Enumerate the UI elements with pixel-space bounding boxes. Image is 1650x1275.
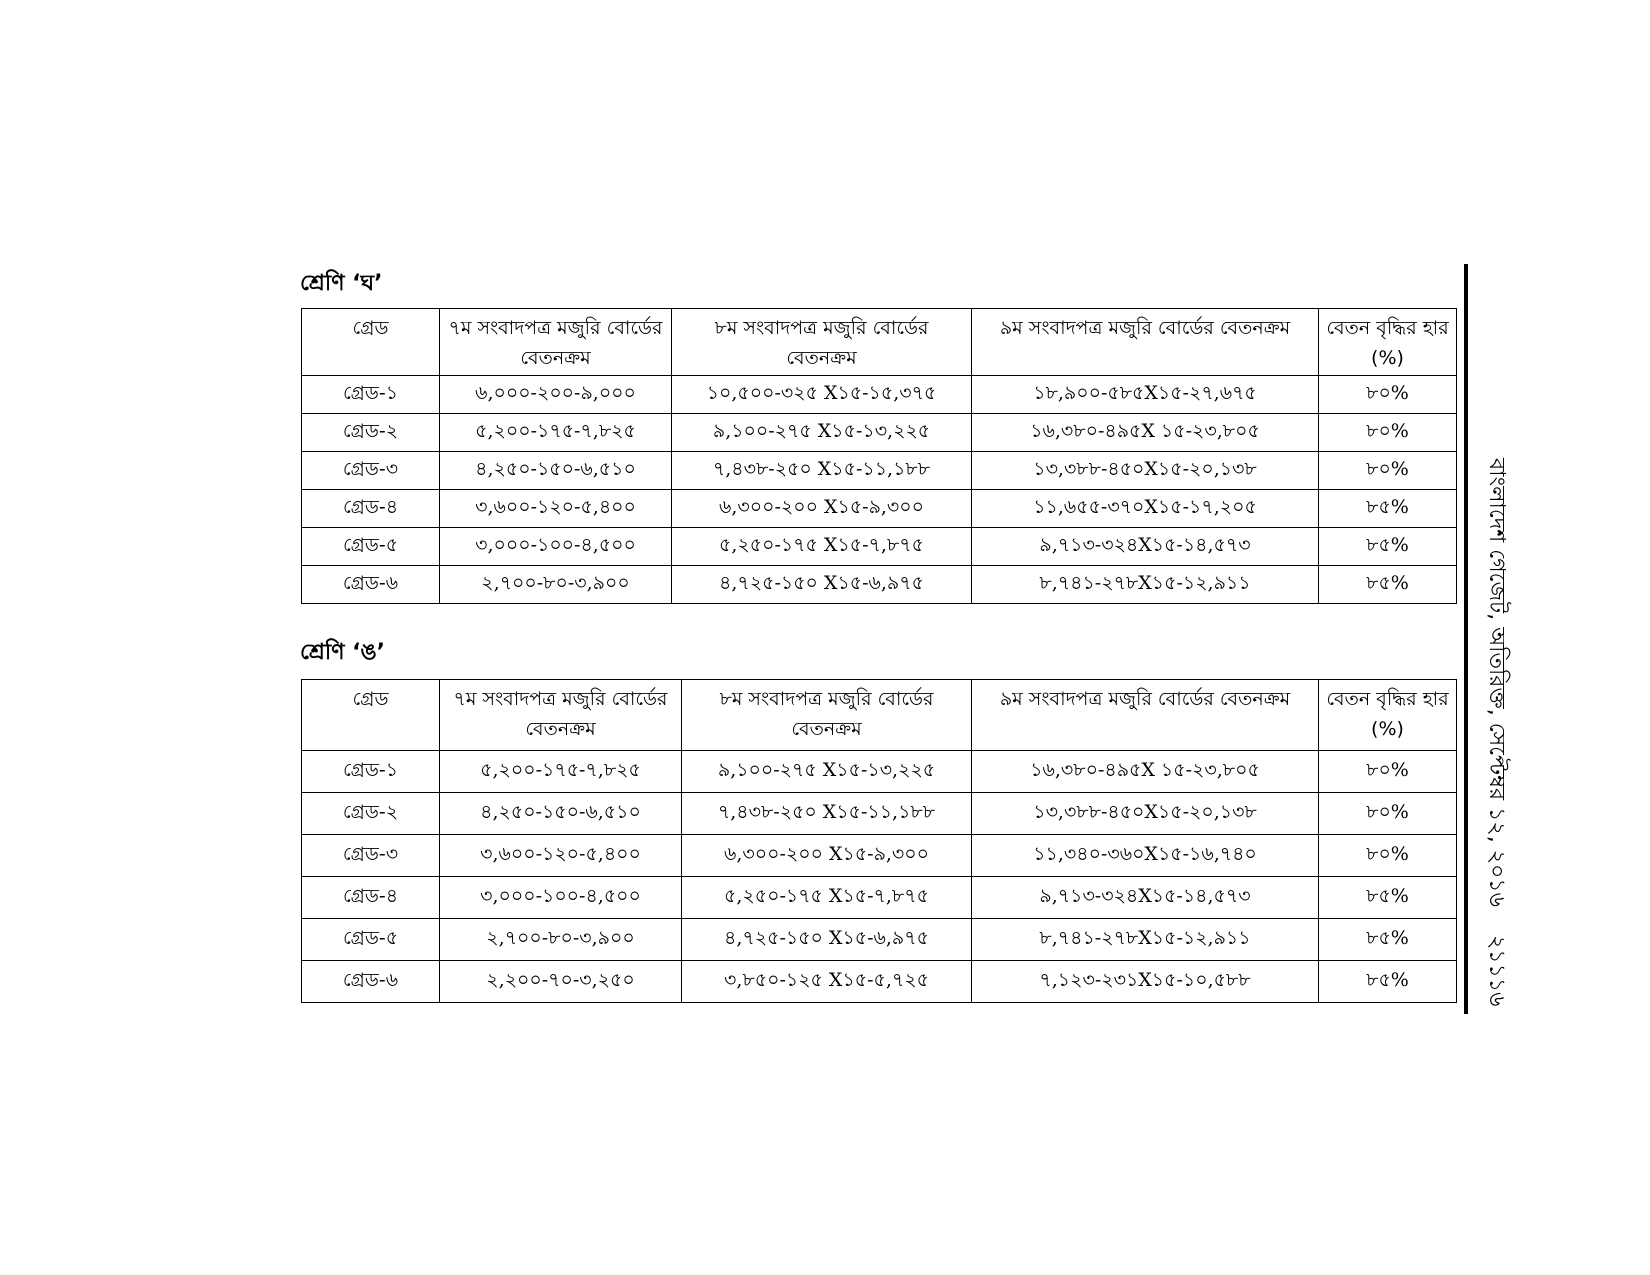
scale-7th-cell: ৩,০০০-১০০-৪,৫০০: [440, 877, 682, 919]
header-7th-board: ৭ম সংবাদপত্র মজুরি বোর্ডের বেতনক্রম: [440, 680, 682, 751]
grade-cell: গ্রেড-১: [302, 376, 440, 414]
table-row: [302, 961, 1457, 1003]
scale-9th-cell: ১৬,৩৮০-৪৯৫X ১৫-২৩,৮০৫: [972, 414, 1319, 452]
section-title-uma: শ্রেণি ‘ঙ’: [300, 640, 386, 665]
scale-9th-cell: ৯,৭১৩-৩২৪X১৫-১৪,৫৭৩: [972, 877, 1319, 919]
scale-8th-cell: ৯,১০০-২৭৫ X১৫-১৩,২২৫: [682, 751, 972, 793]
scale-7th-cell: ২,৭০০-৮০-৩,৯০০: [440, 919, 682, 961]
table-row: [302, 877, 1457, 919]
table-header-row: [302, 680, 1457, 751]
scale-9th-cell: ৮,৭৪১-২৭৮X১৫-১২,৯১১: [972, 566, 1319, 604]
increase-rate-cell: ৮৫%: [1319, 961, 1457, 1003]
header-grade: গ্রেড: [302, 680, 440, 751]
increase-rate-cell: ৮৫%: [1319, 490, 1457, 528]
scale-8th-cell: ৫,২৫০-১৭৫ X১৫-৭,৮৭৫: [672, 528, 972, 566]
increase-rate-cell: ৮৫%: [1319, 877, 1457, 919]
table-row: [302, 452, 1457, 490]
pay-scale-table-uma: [301, 679, 1457, 1003]
table-row: [302, 376, 1457, 414]
scale-7th-cell: ৩,৬০০-১২০-৫,৪০০: [440, 490, 672, 528]
table-header-row: [302, 309, 1457, 376]
increase-rate-cell: ৮০%: [1319, 793, 1457, 835]
table-row: [302, 835, 1457, 877]
scale-9th-cell: ১৩,৩৮৮-৪৫০X১৫-২০,১৩৮: [972, 452, 1319, 490]
table-row: [302, 793, 1457, 835]
scale-8th-cell: ৪,৭২৫-১৫০ X১৫-৬,৯৭৫: [682, 919, 972, 961]
scale-9th-cell: ১৩,৩৮৮-৪৫০X১৫-২০,১৩৮: [972, 793, 1319, 835]
scale-8th-cell: ৪,৭২৫-১৫০ X১৫-৬,৯৭৫: [672, 566, 972, 604]
increase-rate-cell: ৮০%: [1319, 452, 1457, 490]
grade-cell: গ্রেড-২: [302, 414, 440, 452]
table-row: [302, 751, 1457, 793]
grade-cell: গ্রেড-৬: [302, 961, 440, 1003]
gazette-running-header: বাংলাদেশ গেজেট, অতিরিক্ত, সেপ্টেম্বর ১২, ২০১৬: [1484, 458, 1509, 907]
section-title-gha: শ্রেণি ‘ঘ’: [300, 271, 383, 296]
scale-8th-cell: ৭,৪৩৮-২৫০ X১৫-১১,১৮৮: [672, 452, 972, 490]
grade-cell: গ্রেড-৩: [302, 452, 440, 490]
increase-rate-cell: ৮৫%: [1319, 566, 1457, 604]
scale-7th-cell: ৩,৬০০-১২০-৫,৪০০: [440, 835, 682, 877]
scale-9th-cell: ১৮,৯০০-৫৮৫X১৫-২৭,৬৭৫: [972, 376, 1319, 414]
scale-9th-cell: ১১,৩৪০-৩৬০X১৫-১৬,৭৪০: [972, 835, 1319, 877]
header-7th-board: ৭ম সংবাদপত্র মজুরি বোর্ডের বেতনক্রম: [440, 309, 672, 376]
scale-9th-cell: ৮,৭৪১-২৭৮X১৫-১২,৯১১: [972, 919, 1319, 961]
scale-7th-cell: ২,৭০০-৮০-৩,৯০০: [440, 566, 672, 604]
pay-scale-table-gha: [301, 308, 1457, 604]
scale-7th-cell: ৪,২৫০-১৫০-৬,৫১০: [440, 793, 682, 835]
scale-8th-cell: ৬,৩০০-২০০ X১৫-৯,৩০০: [672, 490, 972, 528]
grade-cell: গ্রেড-৫: [302, 919, 440, 961]
scale-8th-cell: ৯,১০০-২৭৫ X১৫-১৩,২২৫: [672, 414, 972, 452]
increase-rate-cell: ৮০%: [1319, 376, 1457, 414]
margin-rule: [1464, 264, 1468, 1014]
scale-9th-cell: ৭,১২৩-২৩১X১৫-১০,৫৮৮: [972, 961, 1319, 1003]
grade-cell: গ্রেড-৩: [302, 835, 440, 877]
grade-cell: গ্রেড-৫: [302, 528, 440, 566]
table-row: [302, 919, 1457, 961]
header-increase-rate: বেতন বৃদ্ধির হার (%): [1319, 680, 1457, 751]
scale-8th-cell: ৭,৪৩৮-২৫০ X১৫-১১,১৮৮: [682, 793, 972, 835]
grade-cell: গ্রেড-১: [302, 751, 440, 793]
header-increase-rate: বেতন বৃদ্ধির হার (%): [1319, 309, 1457, 376]
scale-7th-cell: ৬,০০০-২০০-৯,০০০: [440, 376, 672, 414]
scale-9th-cell: ১৬,৩৮০-৪৯৫X ১৫-২৩,৮০৫: [972, 751, 1319, 793]
increase-rate-cell: ৮০%: [1319, 835, 1457, 877]
scale-9th-cell: ৯,৭১৩-৩২৪X১৫-১৪,৫৭৩: [972, 528, 1319, 566]
scale-7th-cell: ৫,২০০-১৭৫-৭,৮২৫: [440, 751, 682, 793]
scale-7th-cell: ৪,২৫০-১৫০-৬,৫১০: [440, 452, 672, 490]
page-number: ২১১১৬: [1484, 935, 1509, 1007]
grade-cell: গ্রেড-৪: [302, 877, 440, 919]
increase-rate-cell: ৮০%: [1319, 751, 1457, 793]
header-grade: গ্রেড: [302, 309, 440, 376]
header-9th-board: ৯ম সংবাদপত্র মজুরি বোর্ডের বেতনক্রম: [972, 309, 1319, 376]
header-8th-board: ৮ম সংবাদপত্র মজুরি বোর্ডের বেতনক্রম: [682, 680, 972, 751]
increase-rate-cell: ৮৫%: [1319, 919, 1457, 961]
scale-7th-cell: ৩,০০০-১০০-৪,৫০০: [440, 528, 672, 566]
increase-rate-cell: ৮০%: [1319, 414, 1457, 452]
scale-8th-cell: ১০,৫০০-৩২৫ X১৫-১৫,৩৭৫: [672, 376, 972, 414]
table-row: [302, 566, 1457, 604]
scale-7th-cell: ৫,২০০-১৭৫-৭,৮২৫: [440, 414, 672, 452]
header-9th-board: ৯ম সংবাদপত্র মজুরি বোর্ডের বেতনক্রম: [972, 680, 1319, 751]
grade-cell: গ্রেড-২: [302, 793, 440, 835]
scale-8th-cell: ৩,৮৫০-১২৫ X১৫-৫,৭২৫: [682, 961, 972, 1003]
grade-cell: গ্রেড-৬: [302, 566, 440, 604]
table-row: [302, 490, 1457, 528]
scale-8th-cell: ৬,৩০০-২০০ X১৫-৯,৩০০: [682, 835, 972, 877]
table-row: [302, 528, 1457, 566]
grade-cell: গ্রেড-৪: [302, 490, 440, 528]
scale-7th-cell: ২,২০০-৭০-৩,২৫০: [440, 961, 682, 1003]
increase-rate-cell: ৮৫%: [1319, 528, 1457, 566]
scale-9th-cell: ১১,৬৫৫-৩৭০X১৫-১৭,২০৫: [972, 490, 1319, 528]
scale-8th-cell: ৫,২৫০-১৭৫ X১৫-৭,৮৭৫: [682, 877, 972, 919]
header-8th-board: ৮ম সংবাদপত্র মজুরি বোর্ডের বেতনক্রম: [672, 309, 972, 376]
table-row: [302, 414, 1457, 452]
